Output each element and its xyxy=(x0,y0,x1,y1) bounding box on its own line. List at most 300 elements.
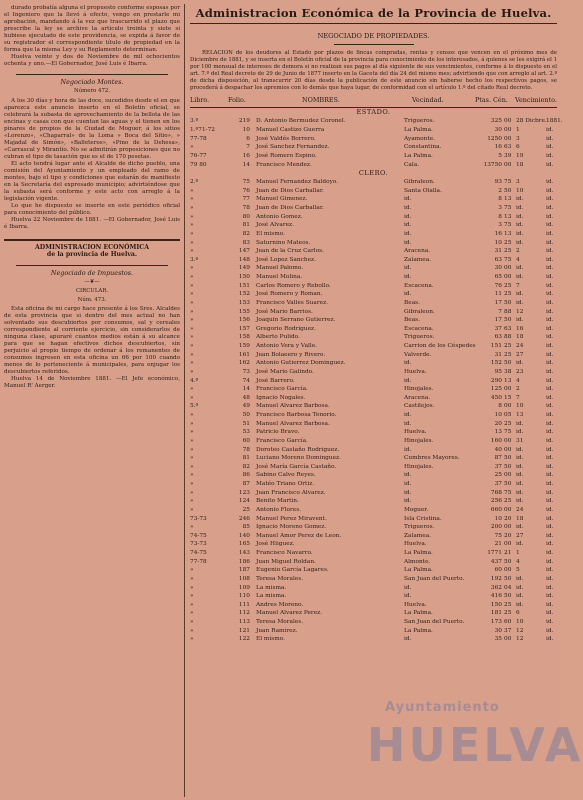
cell-vencimiento-ano: id. xyxy=(546,317,554,324)
cell-centimos: 50 xyxy=(504,187,512,194)
cell-folio: 7 xyxy=(246,144,250,151)
cell-libro: » xyxy=(190,325,194,332)
cell-vencimiento-ano: id. xyxy=(546,515,554,522)
cell-folio: 50 xyxy=(242,412,250,419)
cell-vencimiento-ano: id. xyxy=(546,412,554,419)
cell-folio: 10 xyxy=(242,127,250,134)
cell-centimos: 04 xyxy=(504,584,512,591)
cell-vecindad: id. xyxy=(404,446,412,453)
cell-vencimiento-dia: id. xyxy=(516,446,524,453)
table-row xyxy=(190,273,557,282)
cell-vecindad: Santa Olalla. xyxy=(404,187,442,194)
cell-vencimiento-dia: 2 xyxy=(516,248,520,255)
cell-vencimiento-ano: id. xyxy=(546,498,554,505)
cell-libro: » xyxy=(190,429,194,436)
cell-libro: » xyxy=(190,472,194,479)
cell-libro: » xyxy=(190,265,194,272)
cell-pesetas: 450 xyxy=(490,394,502,401)
table-row xyxy=(190,402,557,411)
cell-vencimiento-ano: id. xyxy=(546,584,554,591)
cell-vecindad: San Juan del Puerto. xyxy=(404,619,465,626)
cell-vecindad: Huelva. xyxy=(404,541,427,548)
table-row xyxy=(190,437,557,446)
cell-vencimiento-ano: id. xyxy=(546,256,554,263)
cell-libro: » xyxy=(190,455,194,462)
cell-vencimiento-ano: id. xyxy=(546,265,554,272)
cell-vecindad: Trigueros. xyxy=(404,524,435,531)
cell-pesetas: 65 xyxy=(494,274,502,281)
cell-pesetas: 200 xyxy=(490,524,502,531)
cell-centimos: 00 xyxy=(504,161,512,168)
left-heading: Negociado de Impuestos. xyxy=(50,268,134,277)
cell-folio: 51 xyxy=(242,420,250,427)
cell-vencimiento-dia: id. xyxy=(516,239,524,246)
cell-nombre: José Hiiguez. xyxy=(256,541,295,548)
cell-pesetas: 5 xyxy=(498,152,502,159)
cell-pesetas: 16 xyxy=(494,230,502,237)
cell-vencimiento-dia: 12 xyxy=(516,308,524,315)
left-separator-rule xyxy=(16,74,168,75)
cell-vencimiento-ano: id. xyxy=(546,575,554,582)
table-row xyxy=(190,523,557,532)
cell-libro: 4.º xyxy=(190,377,199,384)
cell-vencimiento-ano: id. xyxy=(546,472,554,479)
cell-nombre: Antonio Gomez. xyxy=(256,213,303,220)
cell-vencimiento-dia: 5 xyxy=(516,567,520,574)
cell-vencimiento-ano: id. xyxy=(546,308,554,315)
cell-pesetas: 37 xyxy=(494,325,502,332)
cell-nombre: Eugenio García Lagares. xyxy=(256,567,329,574)
cell-nombre: Juan Miguel Roldan. xyxy=(256,558,316,565)
cell-vencimiento-ano: id. xyxy=(546,205,554,212)
cell-centimos: 00 xyxy=(504,274,512,281)
cell-vecindad: La Palma. xyxy=(404,567,433,574)
header-vecindad: Vecindad. xyxy=(412,96,444,105)
cell-pesetas: 768 xyxy=(490,489,502,496)
cell-libro: » xyxy=(190,334,194,341)
table-row xyxy=(190,333,557,342)
table-row xyxy=(190,471,557,480)
cell-vencimiento-dia: 3 xyxy=(516,179,520,186)
left-paragraph: durado probatía alguna el propuesto conforme esposas por el Ingeniero que la llevó á efecto, vengo en prestarle mi aprobación, mandando á la vez que trascurrido el plazo que prescribe la ley se archive la articulo treinta y siete si hubiese ejecutado de este providencia, se expida á favor de su registrador el correspondiente título de propiedad en la forma que la misma Ley y su Reglamento determinan. xyxy=(4,5,180,54)
cell-folio: 153 xyxy=(238,299,250,306)
cell-folio: 158 xyxy=(238,334,250,341)
cell-vencimiento-ano: 1881. xyxy=(546,118,563,125)
cell-centimos: 13 xyxy=(504,230,512,237)
cell-pesetas: 1250 xyxy=(487,135,502,142)
cell-nombre: Patricio Bravo. xyxy=(256,429,300,436)
cell-vecindad: Constantina. xyxy=(404,144,442,151)
cell-vecindad: Huelva. xyxy=(404,429,427,436)
table-row xyxy=(190,126,557,135)
cell-folio: 73 xyxy=(242,368,250,375)
cell-pesetas: 93 xyxy=(494,179,502,186)
cell-libro: » xyxy=(190,524,194,531)
cell-vecindad: Escacena. xyxy=(404,282,434,289)
cell-nombre: Benito Martin. xyxy=(256,498,299,505)
cell-libro: 3.º xyxy=(190,256,199,263)
cell-libro: 1.º71-72 xyxy=(190,127,215,134)
cell-pesetas: 660 xyxy=(490,506,502,513)
cell-pesetas: 192 xyxy=(490,575,502,582)
cell-vencimiento-ano: id. xyxy=(546,351,554,358)
cell-vencimiento-dia: 10 xyxy=(516,403,524,410)
table-row xyxy=(190,316,557,325)
cell-centimos: 50 xyxy=(504,360,512,367)
intro-paragraph: RELACION de los deudores al Estado por plazos de fincas compradas, rentas y censos que vencen en el próximo mes de Diciembre de 1881, y se inserta en el Boletín oficial de la provincia para conocimiento de los interesados, á quienes se les exigirá el 1 por 100 mensual de intereses de demora si no realizan sus pagos al día siguiente de sus vencimientos, conforme á lo dispuesto en el art. 7.º del Real decreto de 29 de Junio de 1877 inserto en la Gaceta del día 24 del mismo mes; advirtiendo que con arreglo al art. 2.º de dicha disposición, al transcurrir 20 días desde la publicación de este anuncio sin haberse hecho los respectivos pagos, se procederá á despachar los apremios con lo demás que haya lugar, de conformidad con el artículo 1.º del citado Real decreto. xyxy=(190,50,557,91)
cell-pesetas: 416 xyxy=(490,593,502,600)
cell-folio: 75 xyxy=(242,179,250,186)
cell-pesetas: 21 xyxy=(494,541,502,548)
archive-watermark xyxy=(345,688,583,788)
cell-centimos: 75 xyxy=(504,256,512,263)
cell-folio: 186 xyxy=(238,558,250,565)
cell-vencimiento-ano: id. xyxy=(546,532,554,539)
cell-vecindad: id. xyxy=(404,481,412,488)
left-paragraph: Esta oficina de mi cargo hace presente á los Sres. Alcaldes de esta provincia que si dentro del mes actual no han solventado sus descubiertos por consumos, sal y cereales correspondiente al corriente ejercicio, sin considerarlos de ninguna clase, apuraré cuantos medios están á su alcance para que se hagan efectivos dichos descubiertos, sin perjuicio al propio tiempo de ordenar á los remanentes de consumos ingresen en esta oficina un 66 por 100 cuando menos de lo perteneciente á municipales, para enjugar los descubiertos referidos. xyxy=(4,305,180,376)
cell-folio: 113 xyxy=(238,619,250,626)
table-row xyxy=(190,532,557,541)
cell-pesetas: 13750 xyxy=(483,161,502,168)
cell-centimos: 50 xyxy=(504,558,512,565)
left-column xyxy=(4,5,180,797)
cell-vencimiento-ano: id. xyxy=(546,463,554,470)
cell-folio: 155 xyxy=(238,308,250,315)
cell-folio: 16 xyxy=(242,152,250,159)
cell-nombre: Manuel Castizo Guerra xyxy=(256,127,325,134)
cell-centimos: 25 xyxy=(504,282,512,289)
cell-libro: » xyxy=(190,627,194,634)
cell-centimos: 13 xyxy=(504,196,512,203)
cell-nombre: José Valdés Borrero. xyxy=(256,135,316,142)
cell-folio: 165 xyxy=(238,541,250,548)
table-row xyxy=(190,195,557,204)
cell-vencimiento-ano: id. xyxy=(546,248,554,255)
cell-libro: » xyxy=(190,274,194,281)
table-row xyxy=(190,584,557,593)
table-row xyxy=(190,368,557,377)
cell-nombre: La misma. xyxy=(256,593,287,600)
table-row xyxy=(190,592,557,601)
cell-vencimiento-ano: id. xyxy=(546,360,554,367)
cell-pesetas: 10 xyxy=(494,412,502,419)
cell-vecindad: Cumbres Mayores. xyxy=(404,455,460,462)
cell-nombre: Teresa Morales. xyxy=(256,575,304,582)
cell-vencimiento-dia: 24 xyxy=(516,506,524,513)
cell-nombre: El mismo. xyxy=(256,636,285,643)
cell-vencimiento-dia: 10 xyxy=(516,619,524,626)
cell-vencimiento-dia: 27 xyxy=(516,532,524,539)
cell-centimos: 25 xyxy=(504,601,512,608)
cell-vecindad: id. xyxy=(404,360,412,367)
cell-vencimiento-ano: id. xyxy=(546,196,554,203)
cell-nombre: Manuel Fernandez Baldoyo. xyxy=(256,179,339,186)
cell-vencimiento-dia: 23 xyxy=(516,368,524,375)
administration-title: Administracion Económica de la Provincia de Huelva. xyxy=(195,6,552,20)
cell-centimos: 20 xyxy=(504,532,512,539)
cell-pesetas: 150 xyxy=(490,601,502,608)
cell-vencimiento-ano: id. xyxy=(546,524,554,531)
cell-vencimiento-dia: id. xyxy=(516,230,524,237)
cell-libro: 79 80 xyxy=(190,161,207,168)
table-row xyxy=(190,230,557,239)
cell-folio: 14 xyxy=(242,161,250,168)
cell-nombre: José Sanchez Fernandez. xyxy=(256,144,330,151)
cell-vencimiento-dia: 24 xyxy=(516,343,524,350)
cell-vencimiento-dia: id. xyxy=(516,498,524,505)
cell-vecindad: id. xyxy=(404,472,412,479)
cell-nombre: Francisco Barbosa Tenorio. xyxy=(256,412,337,419)
cell-folio: 110 xyxy=(238,593,250,600)
cell-vencimiento-ano: id. xyxy=(546,420,554,427)
cell-libro: 74-75 xyxy=(190,532,207,539)
cell-vecindad: Gibraleon. xyxy=(404,179,435,186)
cell-folio: 152 xyxy=(238,291,250,298)
cell-vecindad: Escacena. xyxy=(404,325,434,332)
cell-centimos: 00 xyxy=(504,446,512,453)
cell-centimos: 00 xyxy=(504,403,512,410)
cell-vencimiento-ano: id. xyxy=(546,489,554,496)
cell-pesetas: 8 xyxy=(498,403,502,410)
table-row xyxy=(190,359,557,368)
left-paragraph: A los 30 días y hora de las doce, sucedidos desde el en que aparezca este anuncio inserto en el Boletín oficial, se celebrará la subasta de aprovechamiento de la bellota de las encinas y casas con que cuentan las aguas y el tienen en los pinares de propios de la Ciudad de Moguer, á los sitios «Lorenzo», «Chaparral» de la Loma » Boca del Sitio», » Majadal de Simón», «Balleteros», «Pino de la Dehesa», «Carrascal y Mirantío. No se admitirán proposiciones que no cubran el tipo de tasación que es el de 170 pesetas. xyxy=(4,97,180,160)
cell-folio: 82 xyxy=(242,463,250,470)
cell-pesetas: 362 xyxy=(490,584,502,591)
table-row xyxy=(190,394,557,403)
cell-centimos: 25 xyxy=(504,239,512,246)
cell-libro: » xyxy=(190,619,194,626)
cell-folio: 246 xyxy=(238,515,250,522)
cell-vencimiento-ano: id. xyxy=(546,593,554,600)
subtitle-rule xyxy=(334,44,414,45)
cell-centimos: 75 xyxy=(504,205,512,212)
table-row xyxy=(190,446,557,455)
cell-vencimiento-ano: id. xyxy=(546,291,554,298)
cell-centimos: 50 xyxy=(504,593,512,600)
cell-pesetas: 10 xyxy=(494,515,502,522)
cell-centimos: 25 xyxy=(504,610,512,617)
cell-vecindad: San Juan del Puerto. xyxy=(404,575,465,582)
cell-nombre: Carlos Romero y Rebollo. xyxy=(256,282,331,289)
table-row xyxy=(190,187,557,196)
cell-libro: 77-78 xyxy=(190,558,207,565)
cell-libro: » xyxy=(190,317,194,324)
cell-vencimiento-dia: id. xyxy=(516,429,524,436)
cell-nombre: Francisco Mendez. xyxy=(256,161,312,168)
cell-folio: 150 xyxy=(238,274,250,281)
cell-vencimiento-ano: id. xyxy=(546,230,554,237)
cell-vecindad: Beas. xyxy=(404,317,420,324)
cell-folio: 74 xyxy=(242,377,250,384)
cell-folio: 149 xyxy=(238,265,250,272)
cell-centimos: 88 xyxy=(504,334,512,341)
cell-vencimiento-dia: 18 xyxy=(516,515,524,522)
cell-vencimiento-ano: id. xyxy=(546,213,554,220)
cell-libro: » xyxy=(190,386,194,393)
cell-nombre: Juan de la Cruz Carlos. xyxy=(256,248,324,255)
cell-vencimiento-dia: id. xyxy=(516,584,524,591)
cell-folio: 156 xyxy=(238,317,250,324)
cell-folio: 87 xyxy=(242,481,250,488)
cell-pesetas: 160 xyxy=(490,437,502,444)
cell-libro: » xyxy=(190,299,194,306)
cell-vecindad: Huelva. xyxy=(404,368,427,375)
cell-vencimiento-dia: 3 xyxy=(516,135,520,142)
cell-vecindad: La Palma. xyxy=(404,152,433,159)
header-nombres: NOMBRES. xyxy=(302,96,340,105)
cell-libro: 2.º xyxy=(190,179,199,186)
cell-pesetas: 37 xyxy=(494,463,502,470)
cell-nombre: José Alvarez. xyxy=(256,222,294,229)
cell-nombre: Manuel Gimenez. xyxy=(256,196,308,203)
cell-nombre: Juan de Dios Carballar. xyxy=(256,187,324,194)
cell-centimos: 50 xyxy=(504,317,512,324)
cell-vencimiento-dia: 12 xyxy=(516,627,524,634)
cell-pesetas: 173 xyxy=(490,619,502,626)
cell-vencimiento-ano: id. xyxy=(546,550,554,557)
cell-vencimiento-ano: id. xyxy=(546,325,554,332)
cell-vencimiento-dia: id. xyxy=(516,274,524,281)
cell-centimos: 50 xyxy=(504,481,512,488)
cell-nombre: Antonio Flores. xyxy=(256,506,302,513)
cell-folio: 81 xyxy=(242,222,250,229)
cell-folio: 48 xyxy=(242,394,250,401)
table-row xyxy=(190,575,557,584)
cell-vencimiento-ano: id. xyxy=(546,403,554,410)
cell-nombre: Andres Moreno. xyxy=(256,601,304,608)
cell-folio: 123 xyxy=(238,489,250,496)
cell-folio: 49 xyxy=(242,403,250,410)
cell-vecindad: Huelva. xyxy=(404,601,427,608)
cell-vecindad: La Palma. xyxy=(404,550,433,557)
cell-pesetas: 11 xyxy=(494,291,502,298)
cell-nombre: Antonio Vera y Valle. xyxy=(256,343,318,350)
left-paragraph: El acto tendrá lugar ante el Alcalde de dicho pueblo, una comisión del Ayuntamiento y un empleado del ramo de montes, bajo el tipo y condiciones que estarán de manifiesto en la Secretaría del expresado municipio; advirtiéndose que la subasta será conforme y este acto con arreglo á la legislación vigente. xyxy=(4,160,180,203)
cell-nombre: Alberto Pulido. xyxy=(256,334,300,341)
cell-folio: 77 xyxy=(242,196,250,203)
cell-nombre: Manuel Molina. xyxy=(256,274,303,281)
cell-libro: » xyxy=(190,567,194,574)
cell-vencimiento-dia: id. xyxy=(516,196,524,203)
cell-pesetas: 30 xyxy=(494,265,502,272)
cell-vencimiento-ano: id. xyxy=(546,343,554,350)
cell-vencimiento-dia: 19 xyxy=(516,152,524,159)
cell-nombre: José Romero Espino. xyxy=(256,152,317,159)
cell-vecindad: id. xyxy=(404,205,412,212)
header-vencimiento: Vencimiento. xyxy=(515,96,557,105)
cell-vecindad: Valverde. xyxy=(404,351,432,358)
table-row xyxy=(190,609,557,618)
cell-vencimiento-dia: id. xyxy=(516,420,524,427)
cell-libro: » xyxy=(190,230,194,237)
cell-vencimiento-ano: id. xyxy=(546,377,554,384)
cell-vencimiento-ano: id. xyxy=(546,558,554,565)
cell-libro: » xyxy=(190,222,194,229)
cell-vencimiento-ano: id. xyxy=(546,481,554,488)
cell-folio: 219 xyxy=(238,118,250,125)
cell-libro: » xyxy=(190,506,194,513)
cell-vecindad: Hinojales. xyxy=(404,437,434,444)
cell-vencimiento-dia: id. xyxy=(516,265,524,272)
cell-vencimiento-dia: 7 xyxy=(516,282,520,289)
cell-centimos: 00 xyxy=(504,437,512,444)
cell-vecindad: La Palma. xyxy=(404,627,433,634)
cell-vecindad: Almonte. xyxy=(404,558,431,565)
cell-vencimiento-ano: id. xyxy=(546,179,554,186)
cell-vecindad: Trigueros. xyxy=(404,118,435,125)
cell-vencimiento-dia: 27 xyxy=(516,351,524,358)
cell-nombre: Joaquin Serrano Gutierrez. xyxy=(256,317,336,324)
cell-vecindad: id. xyxy=(404,593,412,600)
cell-nombre: Francisco García. xyxy=(256,437,308,444)
table-row xyxy=(190,204,557,213)
cell-centimos: 00 xyxy=(504,506,512,513)
cell-nombre: Juan Francisco Alvarez. xyxy=(256,489,326,496)
left-heading: ADMINISTRACION ECONÓMICA xyxy=(34,244,150,252)
cell-vencimiento-ano: id. xyxy=(546,636,554,643)
table-row xyxy=(190,463,557,472)
table-row xyxy=(190,221,557,230)
cell-centimos: 75 xyxy=(504,429,512,436)
cell-centimos: 25 xyxy=(504,351,512,358)
cell-vencimiento-ano: id. xyxy=(546,135,554,142)
watermark-line2: HUELVA xyxy=(367,718,583,772)
cell-vencimiento-dia: id. xyxy=(516,455,524,462)
cell-pesetas: 17 xyxy=(494,299,502,306)
cell-pesetas: 290 xyxy=(490,377,502,384)
table-row xyxy=(190,213,557,222)
cell-folio: 109 xyxy=(238,584,250,591)
cell-libro: 74-75 xyxy=(190,550,207,557)
cell-vencimiento-ano: id. xyxy=(546,239,554,246)
cell-nombre: Ignacio Moreno Gomez. xyxy=(256,524,327,531)
cell-nombre: Ignacio Nogales. xyxy=(256,394,306,401)
cell-centimos: 75 xyxy=(504,179,512,186)
cell-vencimiento-dia: id. xyxy=(516,360,524,367)
cell-centimos: 00 xyxy=(504,541,512,548)
cell-vecindad: Zalamea. xyxy=(404,256,432,263)
cell-libro: » xyxy=(190,394,194,401)
cell-folio: 108 xyxy=(238,575,250,582)
cell-centimos: 00 xyxy=(504,265,512,272)
cell-libro: » xyxy=(190,463,194,470)
cell-vencimiento-dia: 13 xyxy=(516,412,524,419)
cell-libro: » xyxy=(190,248,194,255)
cell-libro: » xyxy=(190,360,194,367)
cell-folio: 60 xyxy=(242,437,250,444)
cell-vencimiento-dia: id. xyxy=(516,317,524,324)
cell-vecindad: id. xyxy=(404,584,412,591)
cell-folio: 82 xyxy=(242,230,250,237)
cell-vencimiento-ano: id. xyxy=(546,429,554,436)
table-row xyxy=(190,342,557,351)
cell-vencimiento-dia: 4 xyxy=(516,377,520,384)
cell-libro: » xyxy=(190,343,194,350)
table-row xyxy=(190,239,557,248)
cell-centimos: 13 xyxy=(504,377,512,384)
cell-folio: 25 xyxy=(242,506,250,513)
cell-folio: 81 xyxy=(242,455,250,462)
cell-folio: 161 xyxy=(238,351,250,358)
cell-pesetas: 181 xyxy=(490,610,502,617)
table-row xyxy=(190,515,557,524)
cell-vecindad: id. xyxy=(404,291,412,298)
cell-libro: » xyxy=(190,205,194,212)
cell-nombre: Francisco García. xyxy=(256,386,308,393)
cell-vencimiento-dia: id. xyxy=(516,291,524,298)
cell-pesetas: 16 xyxy=(494,144,502,151)
table-row xyxy=(190,282,557,291)
